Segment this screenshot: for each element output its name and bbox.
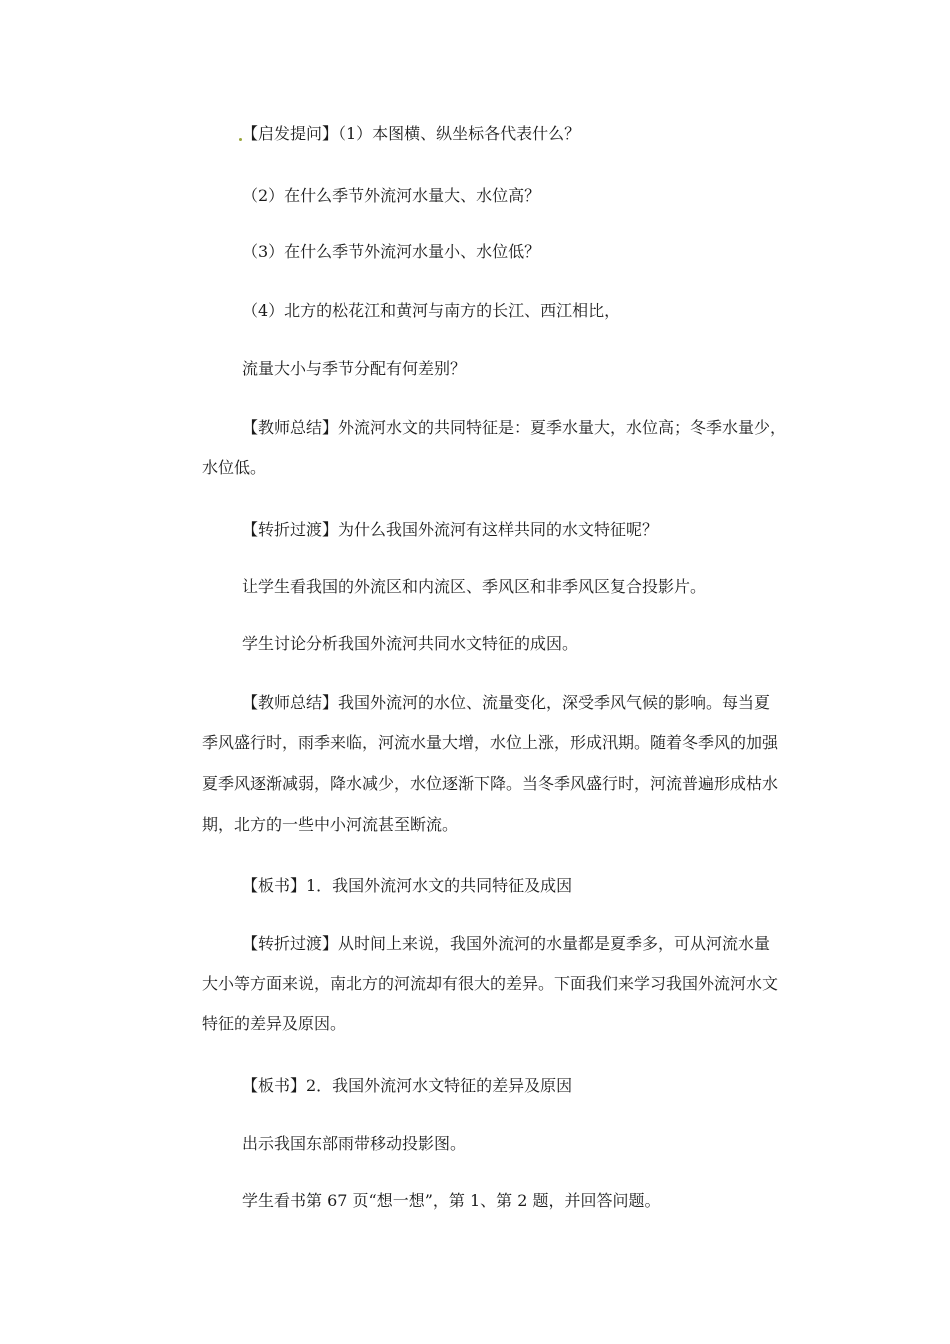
teacher-summary-1-line-2: 水位低。 xyxy=(202,458,267,477)
question-4: （4）北方的松花江和黄河与南方的长江、西江相比， xyxy=(242,301,621,320)
question-2: （2）在什么季节外流河水量大、水位高？ xyxy=(242,186,541,205)
teacher-summary-2-line-1: 【教师总结】我国外流河的水位、流量变化，深受季风气候的影响。每当夏 xyxy=(242,693,771,712)
teacher-summary-2-line-4: 期，北方的一些中小河流甚至断流。 xyxy=(202,815,459,834)
transition-2-line-3: 特征的差异及原因。 xyxy=(202,1014,347,1033)
student-activity-1: 让学生看我国的外流区和内流区、季风区和非季风区复合投影片。 xyxy=(242,577,707,596)
student-activity-2: 学生讨论分析我国外流河共同水文特征的成因。 xyxy=(242,634,579,653)
teacher-summary-1-line-1: 【教师总结】外流河水文的共同特征是：夏季水量大，水位高；冬季水量少， xyxy=(242,418,787,437)
question-3: （3）在什么季节外流河水量小、水位低？ xyxy=(242,242,541,261)
transition-2-line-2: 大小等方面来说，南北方的河流却有很大的差异。下面我们来学习我国外流河水文 xyxy=(202,974,779,993)
student-reading: 学生看书第 67 页“想一想”，第 1、第 2 题，并回答问题。 xyxy=(242,1191,661,1210)
board-note-1: 【板书】1．我国外流河水文的共同特征及成因 xyxy=(242,876,573,895)
board-note-2: 【板书】2．我国外流河水文特征的差异及原因 xyxy=(242,1076,573,1095)
question-1: 【启发提问】（1）本图横、纵坐标各代表什么？ xyxy=(242,124,581,143)
question-4-cont: 流量大小与季节分配有何差别？ xyxy=(242,359,467,378)
teacher-summary-2-line-2: 季风盛行时，雨季来临，河流水量大增，水位上涨，形成汛期。随着冬季风的加强 xyxy=(202,733,779,752)
show-projection: 出示我国东部雨带移动投影图。 xyxy=(242,1134,467,1153)
transition-1: 【转折过渡】为什么我国外流河有这样共同的水文特征呢？ xyxy=(242,520,659,539)
teacher-summary-2-line-3: 夏季风逐渐减弱，降水减少，水位逐渐下降。当冬季风盛行时，河流普遍形成枯水 xyxy=(202,774,779,793)
transition-2-line-1: 【转折过渡】从时间上来说，我国外流河的水量都是夏季多，可从河流水量 xyxy=(242,934,771,953)
